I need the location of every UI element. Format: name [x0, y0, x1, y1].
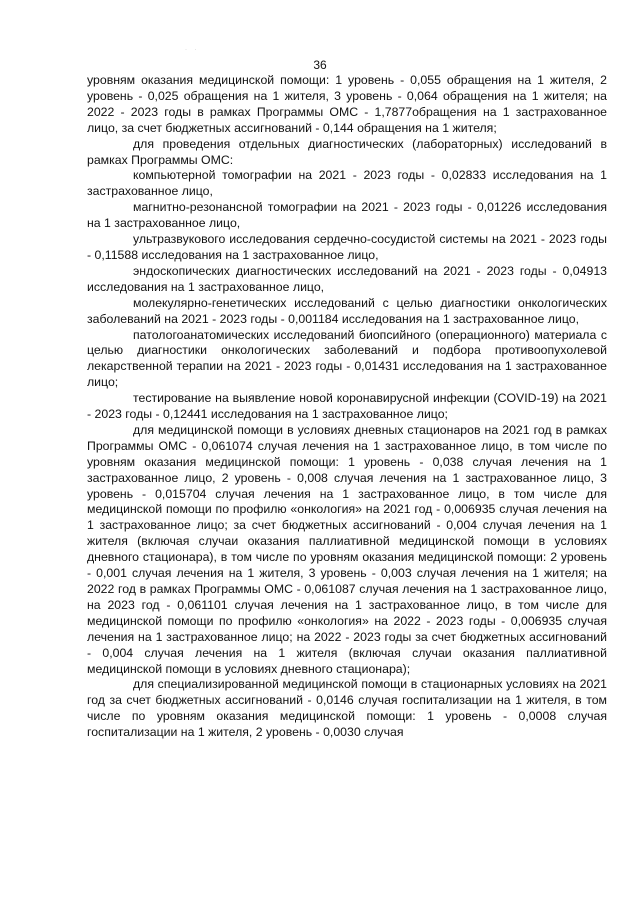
paragraph: тестирование на выявление новой коронавирусной инфекции (COVID-19) на 2021 - 2023 годы - 0,12441 исследования на 1 застрахованное лицо; [87, 391, 607, 422]
paragraph: для проведения отдельных диагностических (лабораторных) исследований в рамках Программы ОМС: [87, 136, 607, 167]
paragraph: уровням оказания медицинской помощи: 1 уровень - 0,055 обращения на 1 жителя, 2 уровень - 0,025 обращения на 1 жителя, 3 уровень - 0,064 обращения на 1 жителя; на 2022 - 2023 годы в рамках Программы ОМС - 1,7877обращения на 1 застрахованное лицо, за счет бюджетных ассигнований - 0,144 обращения на 1 жителя; [87, 73, 607, 135]
paragraph: молекулярно-генетических исследований с целью диагностики онкологических заболеваний на 2021 - 2023 годы - 0,001184 исследования на 1 застрахованное лицо, [87, 295, 607, 326]
paragraph: эндоскопических диагностических исследований на 2021 - 2023 годы - 0,04913 исследования на 1 застрахованное лицо, [87, 263, 607, 294]
paragraph: магнитно-резонансной томографии на 2021 - 2023 годы - 0,01226 исследования на 1 застрахованное лицо, [87, 200, 607, 231]
document-body [87, 73, 607, 741]
paragraph: патологоанатомических исследований биопсийного (операционного) материала с целью диагностики онкологических заболеваний и подбора противоопухолевой лекарственной терапии на 2021 - 2023 годы - 0,01431 исследования на 1 застрахованное лицо; [87, 327, 607, 390]
paragraph: для специализированной медицинской помощи в стационарных условиях на 2021 год за счет бюджетных ассигнований - 0,0146 случая госпитализации на 1 жителя, в том числе по уровням оказания медицинской помощи: 1 уровень - 0,0008 случая госпитализации на 1 жителя, 2 уровень - 0,0030 случая [87, 677, 607, 740]
paragraph: компьютерной томографии на 2021 - 2023 годы - 0,02833 исследования на 1 застрахованное лицо, [87, 168, 607, 199]
scan-specks: · · [185, 47, 200, 53]
paragraph: ультразвукового исследования сердечно-сосудистой системы на 2021 - 2023 годы - 0,11588 исследования на 1 застрахованное лицо, [87, 232, 607, 262]
page-number: 36 [313, 58, 327, 72]
paragraph: для медицинской помощи в условиях дневных стационаров на 2021 год в рамках Программы ОМС - 0,061074 случая лечения на 1 застрахованное лицо, в том числе по уровням оказания медицинской помощи: 1 уровень - 0,038 случая лечения на 1 застрахованное лицо, 2 уровень - 0,008 случая лечения на 1 застрахованное лицо, 3 уровень - 0,015704 случая лечения на 1 застрахованное лицо, в том числе для медицинской помощи по профилю «онкология» на 2021 год - 0,006935 случая лечения на 1 застрахованное лицо; за счет бюджетных ассигнований - 0,004 случая лечения на 1 жителя (включая случаи оказания паллиативной медицинской помощи в условиях дневного стационара), в том числе по уровням оказания медицинской помощи: 2 уровень - 0,001 случая лечения на 1 жителя, 3 уровень - 0,003 случая лечения на 1 жителя; на 2022 год в рамках Программы ОМС - 0,061087 случая лечения на 1 застрахованное лицо, на 2023 год - 0,061101 случая лечения на 1 застрахованное лицо, в том числе для медицинской помощи по профилю «онкология» на 2022 - 2023 годы - 0,006935 случая лечения на 1 застрахованное лицо; на 2022 - 2023 годы за счет бюджетных ассигнований - 0,004 случая лечения на 1 жителя (включая случаи оказания паллиативной медицинской помощи в условиях дневного стационара); [87, 422, 607, 676]
